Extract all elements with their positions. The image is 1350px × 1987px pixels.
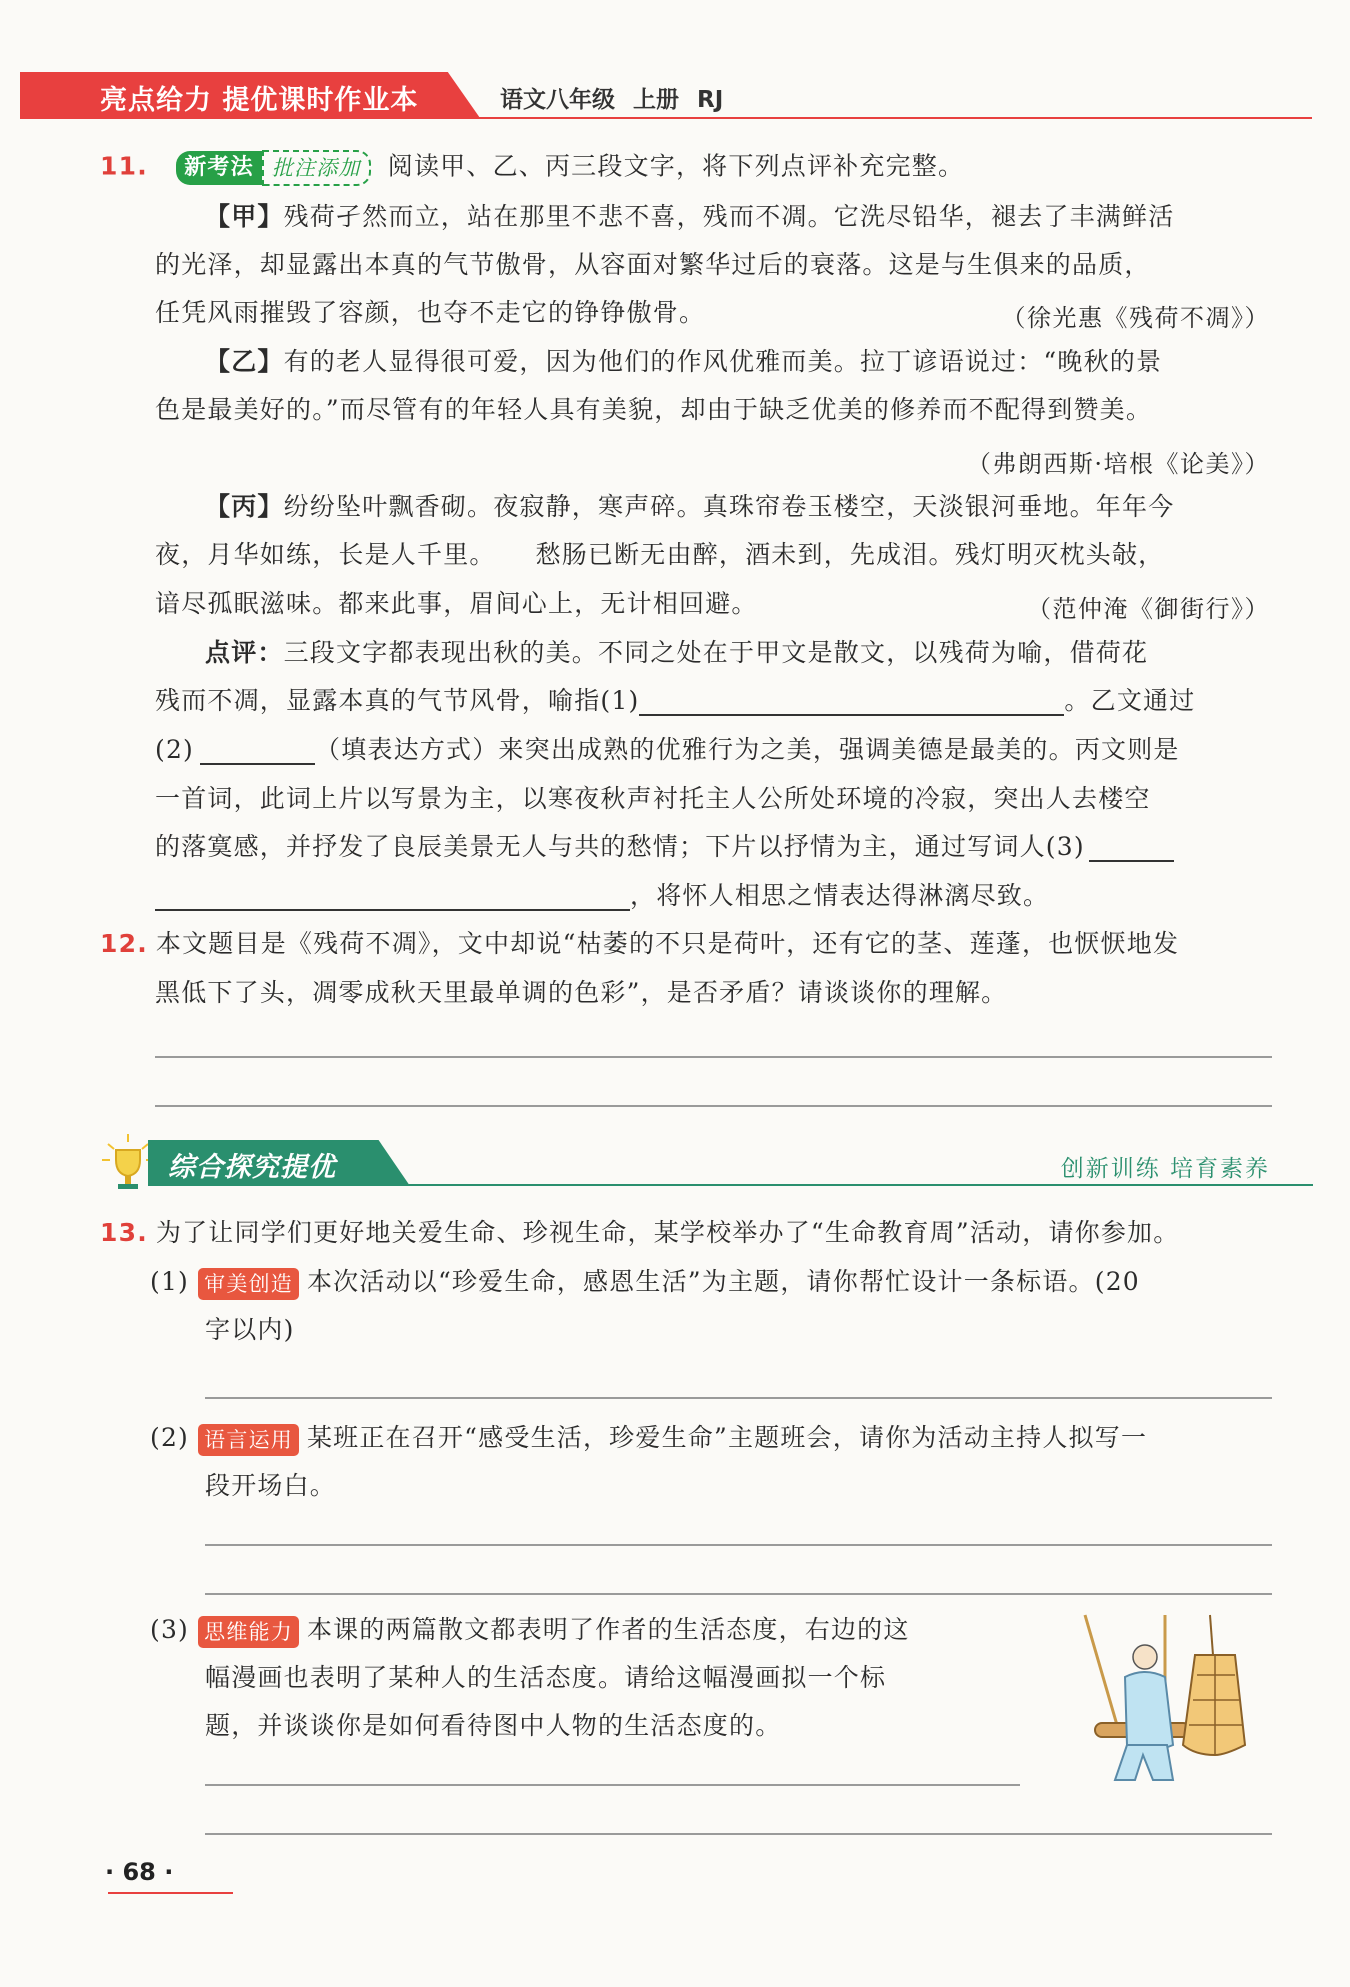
comment-line-2 xyxy=(155,686,1195,716)
tag-thinking: 思维能力 xyxy=(198,1616,299,1648)
q12-line-1 xyxy=(100,929,1179,959)
part3-number: (3) xyxy=(150,1615,190,1644)
section-rule xyxy=(148,1184,1313,1186)
q13-part1-line-2: 字以内) xyxy=(205,1315,295,1344)
comment-text-3b: （填表达方式）来突出成熟的优雅行为之美，强调美德是最美的。丙文则是 xyxy=(315,735,1180,764)
blank-3b[interactable] xyxy=(155,883,630,911)
jia-text-1: 残荷孑然而立，站在那里不悲不喜，残而不凋。它洗尽铅华，褪去了丰满鲜活 xyxy=(283,202,1175,231)
part3-text-a: 本课的两篇散文都表明了作者的生活态度，右边的这 xyxy=(306,1615,910,1644)
tag-language: 语言运用 xyxy=(198,1424,299,1456)
brand-title: 亮点给力 提优课时作业本 xyxy=(100,85,419,116)
q13-intro xyxy=(100,1218,1179,1248)
bing-source: （范仲淹《御街行》） xyxy=(1027,595,1270,623)
comment-text-1: 三段文字都表现出秋的美。不同之处在于甲文是散文，以残荷为喻，借荷花 xyxy=(283,638,1149,667)
bing-line-3: 谙尽孤眠滋味。都来此事，眉间心上，无计相回避。 xyxy=(155,589,758,618)
subject-label: 语文八年级 上册 RJ xyxy=(500,87,724,113)
part2-number: (2) xyxy=(150,1423,190,1452)
q13-part3-line-1 xyxy=(150,1615,910,1648)
section-slogan: 创新训练 培育素养 xyxy=(1060,1156,1270,1182)
comment-text-3a: (2) xyxy=(155,735,195,764)
answer-line[interactable] xyxy=(205,1593,1272,1595)
jia-line-2: 的光泽，却显露出本真的气节傲骨，从容面对繁华过后的衰落。这是与生俱来的品质， xyxy=(155,250,1151,279)
header-rule xyxy=(20,117,1312,119)
comment-line-1 xyxy=(205,638,1148,668)
q12-line-2: 黑低下了头，凋零成秋天里最单调的色彩”，是否矛盾？请谈谈你的理解。 xyxy=(155,978,1008,1007)
comment-line-5 xyxy=(155,832,1174,862)
blank-1[interactable] xyxy=(639,688,1064,716)
comment-label: 点评： xyxy=(205,638,284,667)
bing-text-1: 纷纷坠叶飘香砌。夜寂静，寒声碎。真珠帘卷玉楼空，天淡银河垂地。年年今 xyxy=(283,492,1175,521)
page-number: · 68 · xyxy=(105,1858,174,1886)
blank-2[interactable] xyxy=(200,737,315,765)
comment-text-2a: 残而不凋，显露本真的气节风骨，喻指(1) xyxy=(155,686,640,715)
q13-part3-line-3: 题，并谈谈你是如何看待图中人物的生活态度的。 xyxy=(205,1711,782,1740)
comment-line-4: 一首词，此词上片以写景为主，以寒夜秋声衬托主人公所处环境的冷寂，突出人去楼空 xyxy=(155,784,1151,813)
monk-bell-cartoon xyxy=(1055,1605,1280,1790)
blank-3a[interactable] xyxy=(1089,834,1174,862)
answer-line[interactable] xyxy=(155,1056,1272,1058)
section-title: 综合探究提优 xyxy=(168,1152,336,1183)
q11-header xyxy=(100,150,964,186)
page-number-rule xyxy=(108,1892,233,1894)
tag-new-method: 新考法 xyxy=(176,151,262,185)
comment-line-3 xyxy=(155,735,1180,765)
tag-annotation: 批注添加 xyxy=(262,150,371,186)
bing-label: 【丙】 xyxy=(205,492,284,521)
q12-number: 12. xyxy=(100,929,148,958)
part2-text-a: 某班正在召开“感受生活，珍爱生命”主题班会，请你为活动主持人拟写一 xyxy=(306,1423,1148,1452)
comment-text-2b: 。乙文通过 xyxy=(1064,686,1196,715)
q13-intro-text: 为了让同学们更好地关爱生命、珍视生命，某学校举办了“生命教育周”活动，请你参加。 xyxy=(155,1218,1180,1247)
tag-aesthetic: 审美创造 xyxy=(198,1268,299,1300)
answer-line[interactable] xyxy=(155,1105,1272,1107)
answer-line[interactable] xyxy=(205,1397,1272,1399)
answer-line[interactable] xyxy=(205,1833,1272,1835)
bing-line-2: 夜，月华如练，长是人千里。 愁肠已断无由醉，酒未到，先成泪。残灯明灭枕头敧， xyxy=(155,540,1165,569)
q13-part2-line-1 xyxy=(150,1423,1147,1456)
comment-line-6 xyxy=(155,881,1049,911)
q13-part2-line-2: 段开场白。 xyxy=(205,1471,337,1500)
yi-line-1 xyxy=(205,347,1162,377)
yi-text-1: 有的老人显得很可爱，因为他们的作风优雅而美。拉丁谚语说过：“晚秋的景 xyxy=(283,347,1163,376)
part1-text-a: 本次活动以“珍爱生命，感恩生活”为主题，请你帮忙设计一条标语。(20 xyxy=(306,1267,1140,1296)
jia-source: （徐光惠《残荷不凋》） xyxy=(1001,304,1270,332)
yi-source: （弗朗西斯·培根《论美》） xyxy=(966,450,1270,478)
jia-line-3: 任凭风雨摧毁了容颜，也夺不走它的铮铮傲骨。 xyxy=(155,298,706,327)
jia-label: 【甲】 xyxy=(205,202,284,231)
q11-prompt: 阅读甲、乙、丙三段文字，将下列点评补充完整。 xyxy=(387,151,965,181)
comment-text-6: ，将怀人相思之情表达得淋漓尽致。 xyxy=(630,881,1050,910)
q11-number: 11. xyxy=(100,151,148,181)
q12-text-1: 本文题目是《残荷不凋》，文中却说“枯萎的不只是荷叶，还有它的茎、莲蓬，也恹恹地发 xyxy=(155,929,1180,958)
q13-part1-line-1 xyxy=(150,1267,1140,1300)
q13-number: 13. xyxy=(100,1218,148,1247)
yi-label: 【乙】 xyxy=(205,347,284,376)
bing-line-1 xyxy=(205,492,1174,522)
yi-line-2: 色是最美好的。”而尽管有的年轻人具有美貌，却由于缺乏优美的修养而不配得到赞美。 xyxy=(155,395,1153,424)
comment-text-5: 的落寞感，并抒发了良辰美景无人与共的愁情；下片以抒情为主，通过写词人(3) xyxy=(155,832,1085,861)
answer-line[interactable] xyxy=(205,1784,1020,1786)
q13-part3-line-2: 幅漫画也表明了某种人的生活态度。请给这幅漫画拟一个标 xyxy=(205,1663,887,1692)
jia-line-1 xyxy=(205,202,1174,232)
part1-number: (1) xyxy=(150,1267,190,1296)
answer-line[interactable] xyxy=(205,1544,1272,1546)
